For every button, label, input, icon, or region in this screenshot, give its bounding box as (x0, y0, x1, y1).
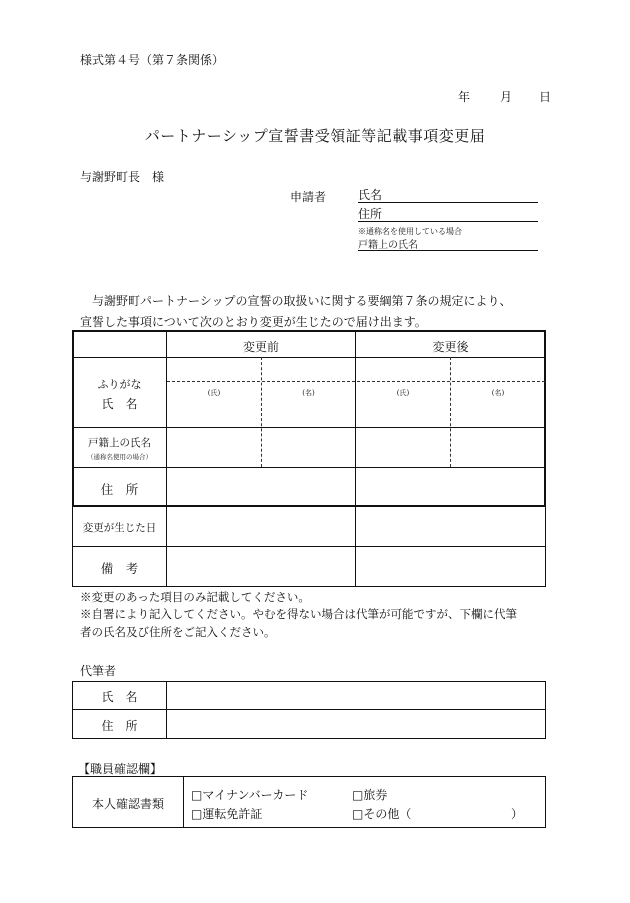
rule-before-split (261, 357, 262, 467)
date-year-label: 年 (458, 90, 471, 104)
date-day-label: 日 (539, 90, 552, 104)
rule-header (72, 357, 546, 358)
rule-name (72, 427, 546, 428)
header-before: 変更前 (242, 340, 279, 354)
option-other[interactable]: □その他（ (352, 807, 412, 821)
applicant-registry-name-field[interactable] (358, 236, 538, 251)
note-signature-line-1: ※自署により記入してください。やむを得ない場合は代筆が可能ですが、下欄に代筆 (80, 607, 517, 621)
note-changed-items: ※変更のあった項目のみ記載してください。 (80, 590, 310, 604)
table-border-bottom-thick (72, 505, 546, 507)
id-document-label: 本人確認書類 (91, 797, 164, 811)
rule-date (72, 546, 546, 547)
label-furigana: ふりがな (97, 378, 142, 391)
rule-registry (72, 467, 546, 468)
rule-furigana-dashed (167, 381, 545, 382)
form-number: 様式第４号（第７条関係） (80, 53, 225, 67)
rule-col-mid (355, 330, 356, 586)
label-registry-name: 戸籍上の氏名 (88, 437, 151, 449)
applicant-name-field[interactable] (358, 186, 538, 203)
proxy-name-label: 氏 名 (101, 690, 138, 704)
label-change-date: 変更が生じた日 (82, 522, 157, 534)
declaration-text (80, 291, 560, 333)
table-border-top (72, 330, 546, 332)
alias-note: ※通称名を使用している場合 (358, 227, 462, 236)
staff-heading: 【職員確認欄】 (78, 762, 163, 776)
rule-after-split (450, 357, 451, 467)
date-month-label: 月 (500, 90, 513, 104)
declaration-line-1: 与謝野町パートナーシップの宣誓の取扱いに関する要綱第７条の規定により、 (92, 294, 512, 308)
label-registry-note: （通称名使用の場合） (87, 453, 152, 461)
label-remarks: 備 考 (100, 561, 139, 576)
proxy-address-label: 住 所 (101, 719, 138, 733)
applicant-name-label: 氏名 (358, 188, 383, 202)
addressee: 与謝野町長 様 (80, 170, 165, 184)
document-title: パートナーシップ宣誓書受領証等記載事項変更届 (144, 127, 486, 145)
after-surname-mark: (氏) (396, 389, 410, 397)
staff-col-rule (183, 776, 184, 828)
label-address: 住 所 (100, 482, 139, 497)
option-mynumber-card[interactable]: □マイナンバーカード (191, 788, 309, 802)
registry-name-label: 戸籍上の氏名 (358, 240, 418, 251)
table-border-bottom (72, 586, 546, 587)
note-signature-line-2: 者の氏名及び住所をご記入ください。 (80, 625, 276, 639)
before-surname-mark: (氏) (207, 389, 221, 397)
applicant-address-label: 住所 (358, 207, 383, 221)
declaration-line-2: 宣誓した事項について次のとおり変更が生じたので届け出ます。 (80, 315, 427, 329)
before-given-mark: (名) (302, 389, 315, 397)
proxy-col-rule (166, 681, 167, 739)
applicant-label: 申請者 (290, 190, 327, 204)
rule-col-label (166, 330, 167, 586)
option-other-close: ） (511, 807, 524, 821)
label-name: 氏 名 (101, 397, 138, 411)
applicant-address-field[interactable] (358, 205, 538, 222)
after-given-mark: (名) (491, 389, 505, 397)
header-after: 変更後 (432, 340, 469, 354)
option-drivers-license[interactable]: □運転免許証 (191, 807, 263, 821)
proxy-heading: 代筆者 (80, 664, 117, 678)
option-passport[interactable]: □旅券 (352, 788, 388, 802)
proxy-row-rule (72, 709, 546, 710)
